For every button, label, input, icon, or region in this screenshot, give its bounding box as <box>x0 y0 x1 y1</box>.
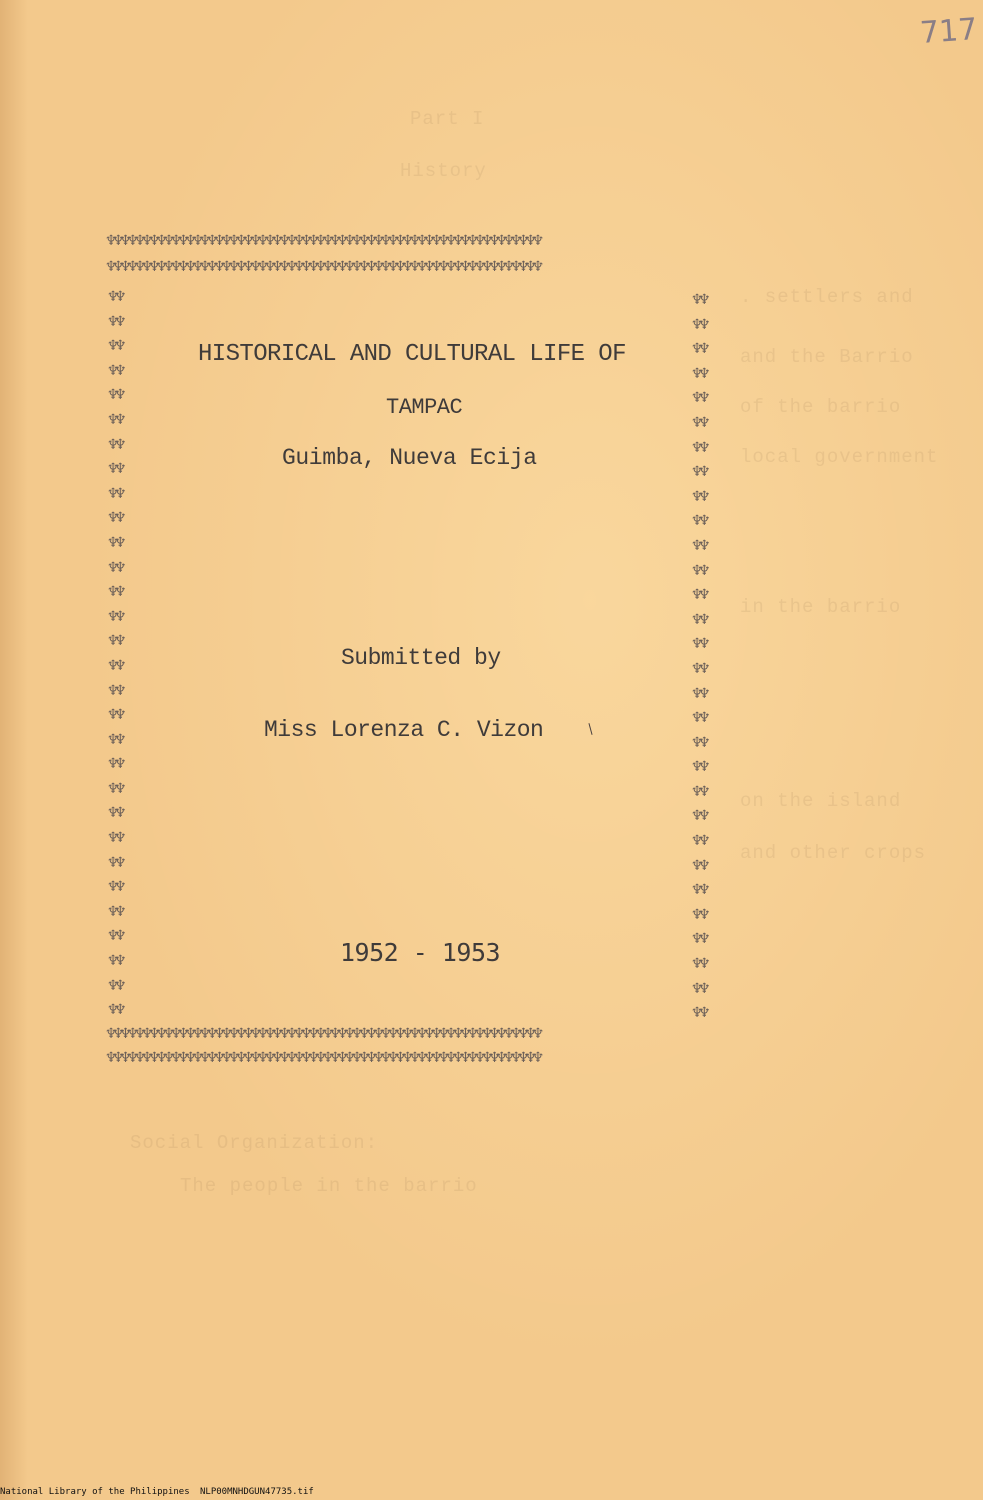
footer-filename: NLP00MNHDGUN47735.tif <box>200 1487 314 1497</box>
border-left-column: ♆♆ ♆♆ ♆♆ ♆♆ ♆♆ ♆♆ ♆♆ ♆♆ ♆♆ ♆♆ ♆♆ ♆♆ ♆♆ ♆♆ ♆♆ ♆♆ ♆♆ ♆♆ ♆♆ ♆♆ ♆♆ ♆♆ ♆♆ ♆♆ ♆♆ ♆♆ ♆♆ ♆♆ ♆♆ ♆♆ <box>108 289 123 1022</box>
author-name: Miss Lorenza C. Vizon <box>264 717 544 743</box>
bleed-through-text: Social Organization: <box>130 1132 379 1154</box>
bleed-through-text: and other crops <box>740 842 927 864</box>
correction-mark <box>588 723 592 735</box>
bleed-through-text: and the Barrio <box>740 346 914 368</box>
border-top-row: ♆♆♆♆♆♆♆♆♆♆♆♆♆♆♆♆♆♆♆♆♆♆♆♆♆♆♆♆♆♆♆♆♆♆♆♆♆♆♆♆♆♆♆♆♆♆♆♆♆♆♆♆♆♆♆♆♆♆♆♆ <box>106 233 541 252</box>
bleed-through-text: History <box>400 160 487 182</box>
border-right-column: ♆♆ ♆♆ ♆♆ ♆♆ ♆♆ ♆♆ ♆♆ ♆♆ ♆♆ ♆♆ ♆♆ ♆♆ ♆♆ ♆♆ ♆♆ ♆♆ ♆♆ ♆♆ ♆♆ ♆♆ ♆♆ ♆♆ ♆♆ ♆♆ ♆♆ ♆♆ ♆♆ ♆♆ ♆♆ ♆♆ <box>692 292 707 1025</box>
title-line-1: HISTORICAL AND CULTURAL LIFE OF <box>198 341 626 368</box>
bleed-through-text: in the barrio <box>740 596 902 618</box>
border-bottom-row: ♆♆♆♆♆♆♆♆♆♆♆♆♆♆♆♆♆♆♆♆♆♆♆♆♆♆♆♆♆♆♆♆♆♆♆♆♆♆♆♆♆♆♆♆♆♆♆♆♆♆♆♆♆♆♆♆♆♆♆♆ <box>106 1050 541 1069</box>
bleed-through-text: The people in the barrio <box>180 1175 478 1197</box>
border-top-row: ♆♆♆♆♆♆♆♆♆♆♆♆♆♆♆♆♆♆♆♆♆♆♆♆♆♆♆♆♆♆♆♆♆♆♆♆♆♆♆♆♆♆♆♆♆♆♆♆♆♆♆♆♆♆♆♆♆♆♆♆ <box>106 259 541 278</box>
bleed-through-text: on the island <box>740 790 902 812</box>
submitted-label: Submitted by <box>341 645 501 671</box>
bleed-through-text: of the barrio <box>740 396 902 418</box>
footer-library: National Library of the Philippines <box>0 1487 190 1497</box>
bleed-through-text: . settlers and <box>740 286 914 308</box>
location: Guimba, Nueva Ecija <box>282 445 537 471</box>
bleed-through-text: Part I <box>410 108 485 130</box>
title-line-2: TAMPAC <box>386 395 463 420</box>
page-number: 717 <box>918 12 979 51</box>
years: 1952 - 1953 <box>340 938 501 967</box>
border-bottom-row: ♆♆♆♆♆♆♆♆♆♆♆♆♆♆♆♆♆♆♆♆♆♆♆♆♆♆♆♆♆♆♆♆♆♆♆♆♆♆♆♆♆♆♆♆♆♆♆♆♆♆♆♆♆♆♆♆♆♆♆♆ <box>106 1026 541 1045</box>
bleed-through-text: local government <box>740 446 939 468</box>
